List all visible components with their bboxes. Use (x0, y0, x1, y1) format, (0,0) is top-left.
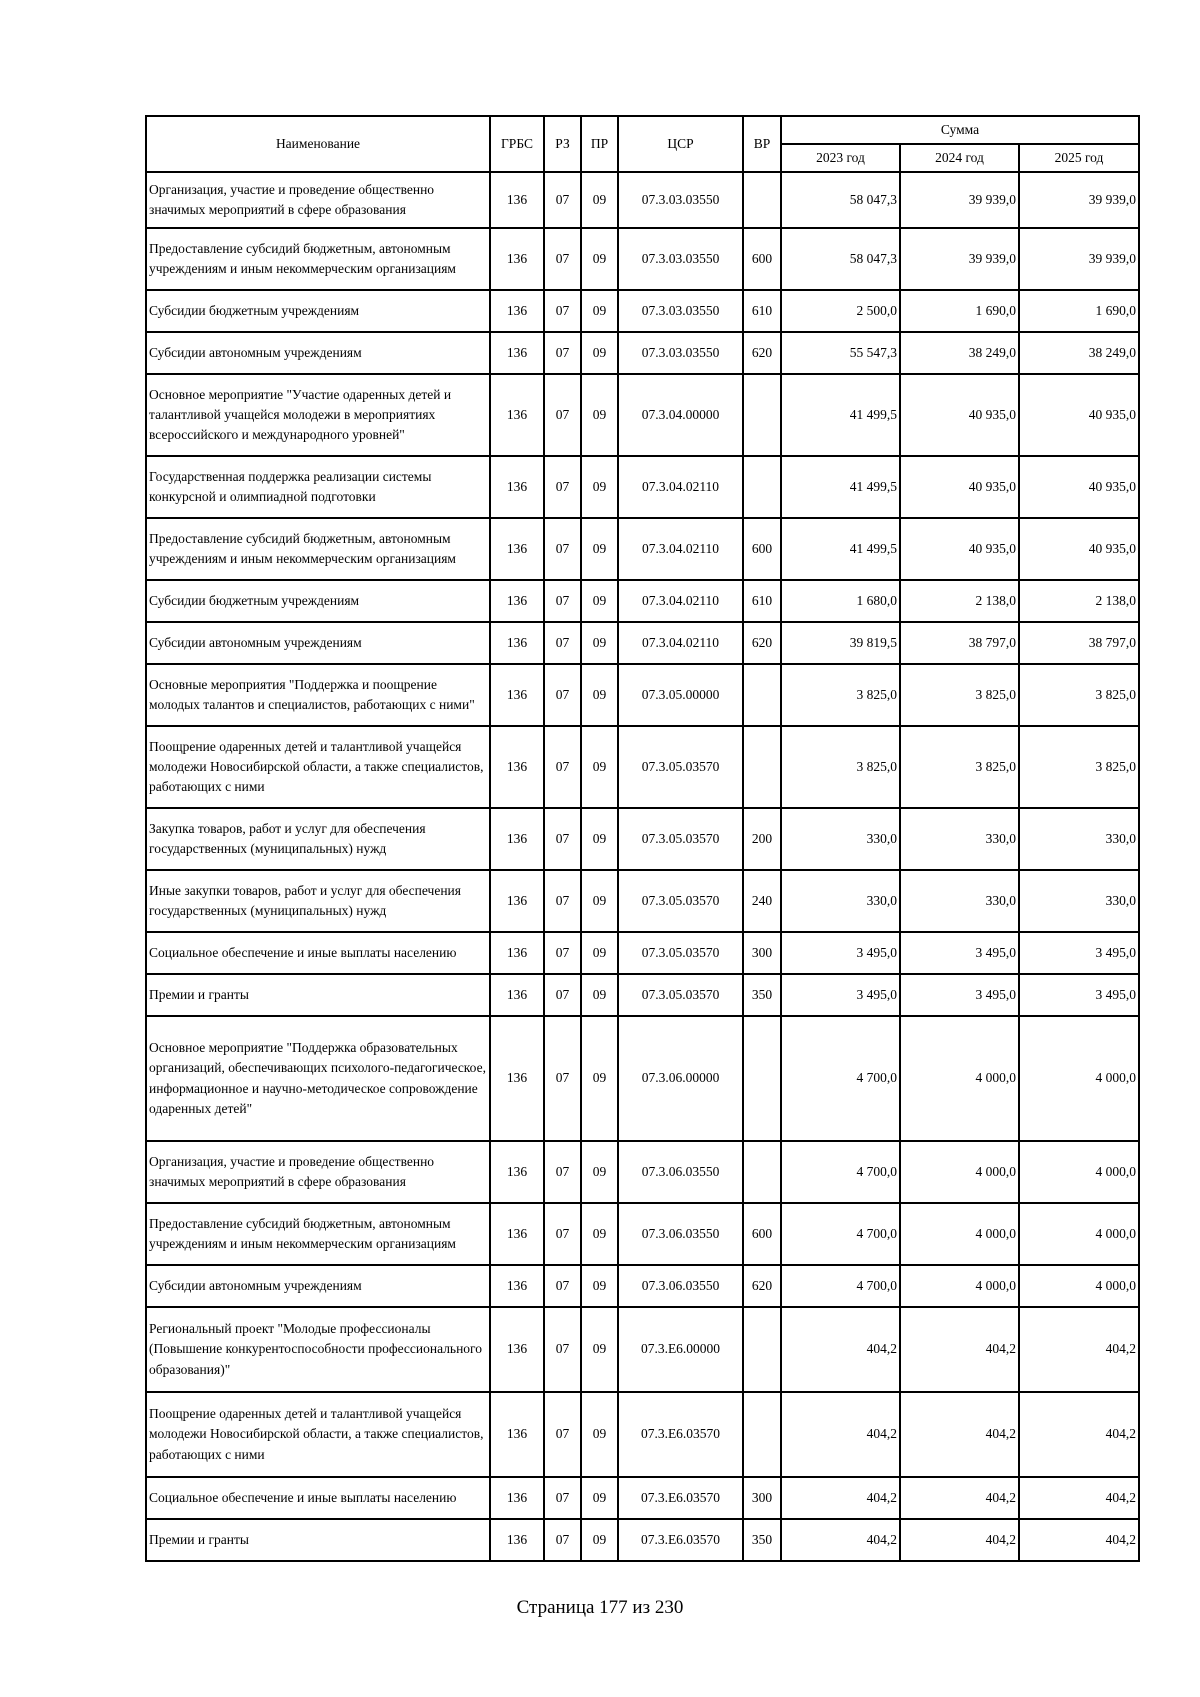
cell-sum-2025: 4 000,0 (1019, 1016, 1139, 1141)
cell-vr: 600 (743, 228, 781, 290)
cell-csr: 07.3.Е6.03570 (618, 1519, 743, 1561)
cell-sum-2025: 404,2 (1019, 1307, 1139, 1392)
cell-vr: 350 (743, 1519, 781, 1561)
header-grbs: ГРБС (490, 116, 544, 172)
cell-pr: 09 (581, 808, 618, 870)
cell-csr: 07.3.05.03570 (618, 726, 743, 808)
cell-rz: 07 (544, 726, 581, 808)
table-row (146, 374, 1139, 456)
cell-sum-2024: 39 939,0 (900, 228, 1019, 290)
cell-rz: 07 (544, 932, 581, 974)
cell-grbs: 136 (490, 726, 544, 808)
header-year-2025: 2025 год (1019, 144, 1139, 172)
header-pr: ПР (581, 116, 618, 172)
header-csr: ЦСР (618, 116, 743, 172)
header-sum: Сумма (781, 116, 1139, 144)
cell-grbs: 136 (490, 1519, 544, 1561)
cell-vr: 200 (743, 808, 781, 870)
cell-sum-2025: 3 495,0 (1019, 974, 1139, 1016)
table-row (146, 808, 1139, 870)
cell-vr: 300 (743, 1477, 781, 1519)
cell-pr: 09 (581, 456, 618, 518)
cell-pr: 09 (581, 1141, 618, 1203)
cell-name: Субсидии автономным учреждениям (146, 622, 490, 664)
cell-rz: 07 (544, 1477, 581, 1519)
cell-sum-2024: 40 935,0 (900, 374, 1019, 456)
cell-pr: 09 (581, 1265, 618, 1307)
cell-sum-2023: 4 700,0 (781, 1141, 900, 1203)
cell-sum-2024: 404,2 (900, 1519, 1019, 1561)
cell-pr: 09 (581, 1392, 618, 1477)
cell-sum-2023: 4 700,0 (781, 1016, 900, 1141)
cell-sum-2023: 41 499,5 (781, 374, 900, 456)
cell-csr: 07.3.05.03570 (618, 974, 743, 1016)
cell-vr (743, 1016, 781, 1141)
cell-sum-2024: 330,0 (900, 870, 1019, 932)
cell-vr (743, 1392, 781, 1477)
cell-rz: 07 (544, 290, 581, 332)
cell-sum-2023: 1 680,0 (781, 580, 900, 622)
cell-rz: 07 (544, 1265, 581, 1307)
cell-csr: 07.3.03.03550 (618, 172, 743, 228)
cell-name: Региональный проект "Молодые профессионалы (Повышение конкурентоспособности профессионального образования)" (146, 1307, 490, 1392)
cell-pr: 09 (581, 974, 618, 1016)
cell-csr: 07.3.06.03550 (618, 1265, 743, 1307)
cell-csr: 07.3.04.02110 (618, 622, 743, 664)
table-row (146, 726, 1139, 808)
cell-sum-2025: 2 138,0 (1019, 580, 1139, 622)
cell-sum-2024: 404,2 (900, 1392, 1019, 1477)
cell-grbs: 136 (490, 1265, 544, 1307)
budget-table (145, 115, 1140, 1562)
table-row (146, 1016, 1139, 1141)
cell-sum-2024: 4 000,0 (900, 1203, 1019, 1265)
cell-name: Основные мероприятия "Поддержка и поощрение молодых талантов и специалистов, работающих с ними" (146, 664, 490, 726)
table-row (146, 870, 1139, 932)
cell-grbs: 136 (490, 664, 544, 726)
cell-sum-2023: 404,2 (781, 1392, 900, 1477)
cell-rz: 07 (544, 580, 581, 622)
cell-grbs: 136 (490, 290, 544, 332)
cell-sum-2024: 330,0 (900, 808, 1019, 870)
cell-rz: 07 (544, 1307, 581, 1392)
cell-rz: 07 (544, 870, 581, 932)
cell-grbs: 136 (490, 1016, 544, 1141)
cell-sum-2023: 404,2 (781, 1477, 900, 1519)
cell-csr: 07.3.06.00000 (618, 1016, 743, 1141)
table-row (146, 580, 1139, 622)
cell-sum-2025: 404,2 (1019, 1392, 1139, 1477)
cell-vr (743, 456, 781, 518)
cell-sum-2025: 40 935,0 (1019, 518, 1139, 580)
cell-pr: 09 (581, 932, 618, 974)
cell-sum-2023: 3 495,0 (781, 932, 900, 974)
cell-vr: 600 (743, 518, 781, 580)
cell-sum-2023: 39 819,5 (781, 622, 900, 664)
cell-rz: 07 (544, 332, 581, 374)
cell-csr: 07.3.06.03550 (618, 1141, 743, 1203)
cell-sum-2023: 58 047,3 (781, 172, 900, 228)
table-row (146, 622, 1139, 664)
cell-name: Предоставление субсидий бюджетным, автономным учреждениям и иным некоммерческим организациям (146, 228, 490, 290)
table-row (146, 1392, 1139, 1477)
cell-pr: 09 (581, 664, 618, 726)
cell-csr: 07.3.05.03570 (618, 870, 743, 932)
cell-grbs: 136 (490, 808, 544, 870)
cell-sum-2025: 40 935,0 (1019, 456, 1139, 518)
table-row (146, 1519, 1139, 1561)
header-rz: РЗ (544, 116, 581, 172)
cell-sum-2023: 3 825,0 (781, 726, 900, 808)
cell-rz: 07 (544, 172, 581, 228)
cell-sum-2023: 58 047,3 (781, 228, 900, 290)
cell-pr: 09 (581, 622, 618, 664)
cell-sum-2024: 4 000,0 (900, 1141, 1019, 1203)
cell-name: Премии и гранты (146, 1519, 490, 1561)
cell-sum-2024: 3 825,0 (900, 726, 1019, 808)
header-year-2024: 2024 год (900, 144, 1019, 172)
page-number: Страница 177 из 230 (516, 1597, 684, 1618)
cell-pr: 09 (581, 1307, 618, 1392)
cell-rz: 07 (544, 664, 581, 726)
cell-vr: 620 (743, 1265, 781, 1307)
table-row (146, 332, 1139, 374)
cell-vr: 620 (743, 622, 781, 664)
cell-vr (743, 1307, 781, 1392)
cell-rz: 07 (544, 456, 581, 518)
cell-csr: 07.3.Е6.00000 (618, 1307, 743, 1392)
table-row (146, 456, 1139, 518)
cell-sum-2025: 330,0 (1019, 808, 1139, 870)
cell-vr: 350 (743, 974, 781, 1016)
cell-csr: 07.3.Е6.03570 (618, 1477, 743, 1519)
cell-sum-2025: 4 000,0 (1019, 1265, 1139, 1307)
table-row (146, 664, 1139, 726)
cell-rz: 07 (544, 974, 581, 1016)
cell-grbs: 136 (490, 228, 544, 290)
cell-sum-2025: 3 825,0 (1019, 664, 1139, 726)
cell-rz: 07 (544, 1203, 581, 1265)
cell-grbs: 136 (490, 974, 544, 1016)
table-row (146, 1203, 1139, 1265)
cell-grbs: 136 (490, 932, 544, 974)
cell-grbs: 136 (490, 518, 544, 580)
table-row (146, 974, 1139, 1016)
cell-sum-2025: 3 495,0 (1019, 932, 1139, 974)
cell-name: Государственная поддержка реализации системы конкурсной и олимпиадной подготовки (146, 456, 490, 518)
header-name: Наименование (146, 116, 490, 172)
cell-rz: 07 (544, 1141, 581, 1203)
cell-pr: 09 (581, 870, 618, 932)
cell-pr: 09 (581, 518, 618, 580)
cell-csr: 07.3.05.03570 (618, 808, 743, 870)
cell-sum-2023: 55 547,3 (781, 332, 900, 374)
cell-sum-2023: 404,2 (781, 1519, 900, 1561)
table-row (146, 1307, 1139, 1392)
cell-pr: 09 (581, 1016, 618, 1141)
table-row (146, 1477, 1139, 1519)
cell-sum-2025: 330,0 (1019, 870, 1139, 932)
cell-name: Субсидии автономным учреждениям (146, 332, 490, 374)
cell-name: Субсидии бюджетным учреждениям (146, 290, 490, 332)
cell-sum-2024: 3 825,0 (900, 664, 1019, 726)
cell-sum-2024: 4 000,0 (900, 1016, 1019, 1141)
cell-vr: 610 (743, 290, 781, 332)
cell-rz: 07 (544, 1016, 581, 1141)
cell-csr: 07.3.04.02110 (618, 456, 743, 518)
cell-pr: 09 (581, 172, 618, 228)
cell-sum-2025: 3 825,0 (1019, 726, 1139, 808)
cell-name: Субсидии автономным учреждениям (146, 1265, 490, 1307)
cell-vr (743, 1141, 781, 1203)
table-header (146, 116, 1139, 172)
cell-pr: 09 (581, 290, 618, 332)
cell-csr: 07.3.04.00000 (618, 374, 743, 456)
cell-sum-2025: 38 797,0 (1019, 622, 1139, 664)
cell-sum-2023: 3 495,0 (781, 974, 900, 1016)
table-body (146, 172, 1139, 1561)
cell-vr (743, 172, 781, 228)
cell-sum-2023: 4 700,0 (781, 1265, 900, 1307)
cell-grbs: 136 (490, 374, 544, 456)
cell-grbs: 136 (490, 870, 544, 932)
cell-sum-2023: 404,2 (781, 1307, 900, 1392)
cell-vr: 610 (743, 580, 781, 622)
cell-sum-2023: 2 500,0 (781, 290, 900, 332)
cell-sum-2025: 39 939,0 (1019, 228, 1139, 290)
cell-vr: 300 (743, 932, 781, 974)
cell-pr: 09 (581, 374, 618, 456)
cell-grbs: 136 (490, 622, 544, 664)
cell-name: Организация, участие и проведение общественно значимых мероприятий в сфере образования (146, 1141, 490, 1203)
cell-vr: 620 (743, 332, 781, 374)
cell-sum-2024: 4 000,0 (900, 1265, 1019, 1307)
cell-pr: 09 (581, 1203, 618, 1265)
cell-sum-2025: 4 000,0 (1019, 1203, 1139, 1265)
cell-csr: 07.3.04.02110 (618, 518, 743, 580)
table-row (146, 228, 1139, 290)
cell-rz: 07 (544, 518, 581, 580)
cell-sum-2025: 404,2 (1019, 1477, 1139, 1519)
table-row (146, 932, 1139, 974)
cell-name: Поощрение одаренных детей и талантливой учащейся молодежи Новосибирской области, а также специалистов, работающих с ними (146, 1392, 490, 1477)
cell-csr: 07.3.03.03550 (618, 228, 743, 290)
table-row (146, 1265, 1139, 1307)
cell-name: Предоставление субсидий бюджетным, автономным учреждениям и иным некоммерческим организациям (146, 1203, 490, 1265)
cell-sum-2023: 4 700,0 (781, 1203, 900, 1265)
cell-sum-2025: 39 939,0 (1019, 172, 1139, 228)
cell-sum-2023: 41 499,5 (781, 518, 900, 580)
cell-grbs: 136 (490, 1307, 544, 1392)
cell-vr (743, 664, 781, 726)
table-row (146, 1141, 1139, 1203)
cell-csr: 07.3.03.03550 (618, 290, 743, 332)
cell-name: Основное мероприятие "Участие одаренных детей и талантливой учащейся молодежи в мероприятиях всероссийского и международного уровней" (146, 374, 490, 456)
cell-csr: 07.3.05.00000 (618, 664, 743, 726)
cell-sum-2025: 1 690,0 (1019, 290, 1139, 332)
cell-name: Иные закупки товаров, работ и услуг для обеспечения государственных (муниципальных) нужд (146, 870, 490, 932)
table-row (146, 290, 1139, 332)
cell-sum-2024: 3 495,0 (900, 932, 1019, 974)
cell-sum-2023: 41 499,5 (781, 456, 900, 518)
cell-sum-2024: 404,2 (900, 1477, 1019, 1519)
cell-sum-2025: 38 249,0 (1019, 332, 1139, 374)
cell-sum-2024: 40 935,0 (900, 518, 1019, 580)
cell-pr: 09 (581, 726, 618, 808)
cell-sum-2024: 40 935,0 (900, 456, 1019, 518)
cell-sum-2024: 38 797,0 (900, 622, 1019, 664)
cell-pr: 09 (581, 1519, 618, 1561)
cell-rz: 07 (544, 1519, 581, 1561)
cell-grbs: 136 (490, 332, 544, 374)
cell-grbs: 136 (490, 172, 544, 228)
cell-rz: 07 (544, 374, 581, 456)
cell-sum-2023: 3 825,0 (781, 664, 900, 726)
cell-sum-2023: 330,0 (781, 870, 900, 932)
cell-name: Основное мероприятие "Поддержка образовательных организаций, обеспечивающих психолого-педагогическое, информационное и научно-методическое сопровождение одаренных детей" (146, 1016, 490, 1141)
cell-rz: 07 (544, 622, 581, 664)
cell-pr: 09 (581, 228, 618, 290)
cell-sum-2024: 39 939,0 (900, 172, 1019, 228)
cell-pr: 09 (581, 1477, 618, 1519)
cell-csr: 07.3.04.02110 (618, 580, 743, 622)
cell-grbs: 136 (490, 1141, 544, 1203)
cell-sum-2025: 40 935,0 (1019, 374, 1139, 456)
cell-name: Социальное обеспечение и иные выплаты населению (146, 1477, 490, 1519)
cell-name: Социальное обеспечение и иные выплаты населению (146, 932, 490, 974)
cell-rz: 07 (544, 228, 581, 290)
cell-grbs: 136 (490, 1392, 544, 1477)
cell-name: Предоставление субсидий бюджетным, автономным учреждениям и иным некоммерческим организациям (146, 518, 490, 580)
cell-name: Организация, участие и проведение общественно значимых мероприятий в сфере образования (146, 172, 490, 228)
cell-rz: 07 (544, 1392, 581, 1477)
cell-grbs: 136 (490, 1203, 544, 1265)
table-row (146, 172, 1139, 228)
cell-name: Закупка товаров, работ и услуг для обеспечения государственных (муниципальных) нужд (146, 808, 490, 870)
cell-name: Премии и гранты (146, 974, 490, 1016)
cell-csr: 07.3.Е6.03570 (618, 1392, 743, 1477)
cell-name: Субсидии бюджетным учреждениям (146, 580, 490, 622)
cell-csr: 07.3.06.03550 (618, 1203, 743, 1265)
cell-vr: 240 (743, 870, 781, 932)
cell-sum-2024: 2 138,0 (900, 580, 1019, 622)
cell-grbs: 136 (490, 456, 544, 518)
cell-sum-2024: 404,2 (900, 1307, 1019, 1392)
header-year-2023: 2023 год (781, 144, 900, 172)
cell-name: Поощрение одаренных детей и талантливой учащейся молодежи Новосибирской области, а также специалистов, работающих с ними (146, 726, 490, 808)
cell-pr: 09 (581, 332, 618, 374)
cell-vr (743, 374, 781, 456)
cell-sum-2025: 404,2 (1019, 1519, 1139, 1561)
cell-csr: 07.3.03.03550 (618, 332, 743, 374)
cell-rz: 07 (544, 808, 581, 870)
cell-sum-2024: 1 690,0 (900, 290, 1019, 332)
cell-sum-2023: 330,0 (781, 808, 900, 870)
cell-csr: 07.3.05.03570 (618, 932, 743, 974)
cell-sum-2025: 4 000,0 (1019, 1141, 1139, 1203)
cell-sum-2024: 38 249,0 (900, 332, 1019, 374)
header-vr: ВР (743, 116, 781, 172)
cell-grbs: 136 (490, 1477, 544, 1519)
cell-vr (743, 726, 781, 808)
cell-sum-2024: 3 495,0 (900, 974, 1019, 1016)
cell-vr: 600 (743, 1203, 781, 1265)
cell-grbs: 136 (490, 580, 544, 622)
cell-pr: 09 (581, 580, 618, 622)
table-row (146, 518, 1139, 580)
